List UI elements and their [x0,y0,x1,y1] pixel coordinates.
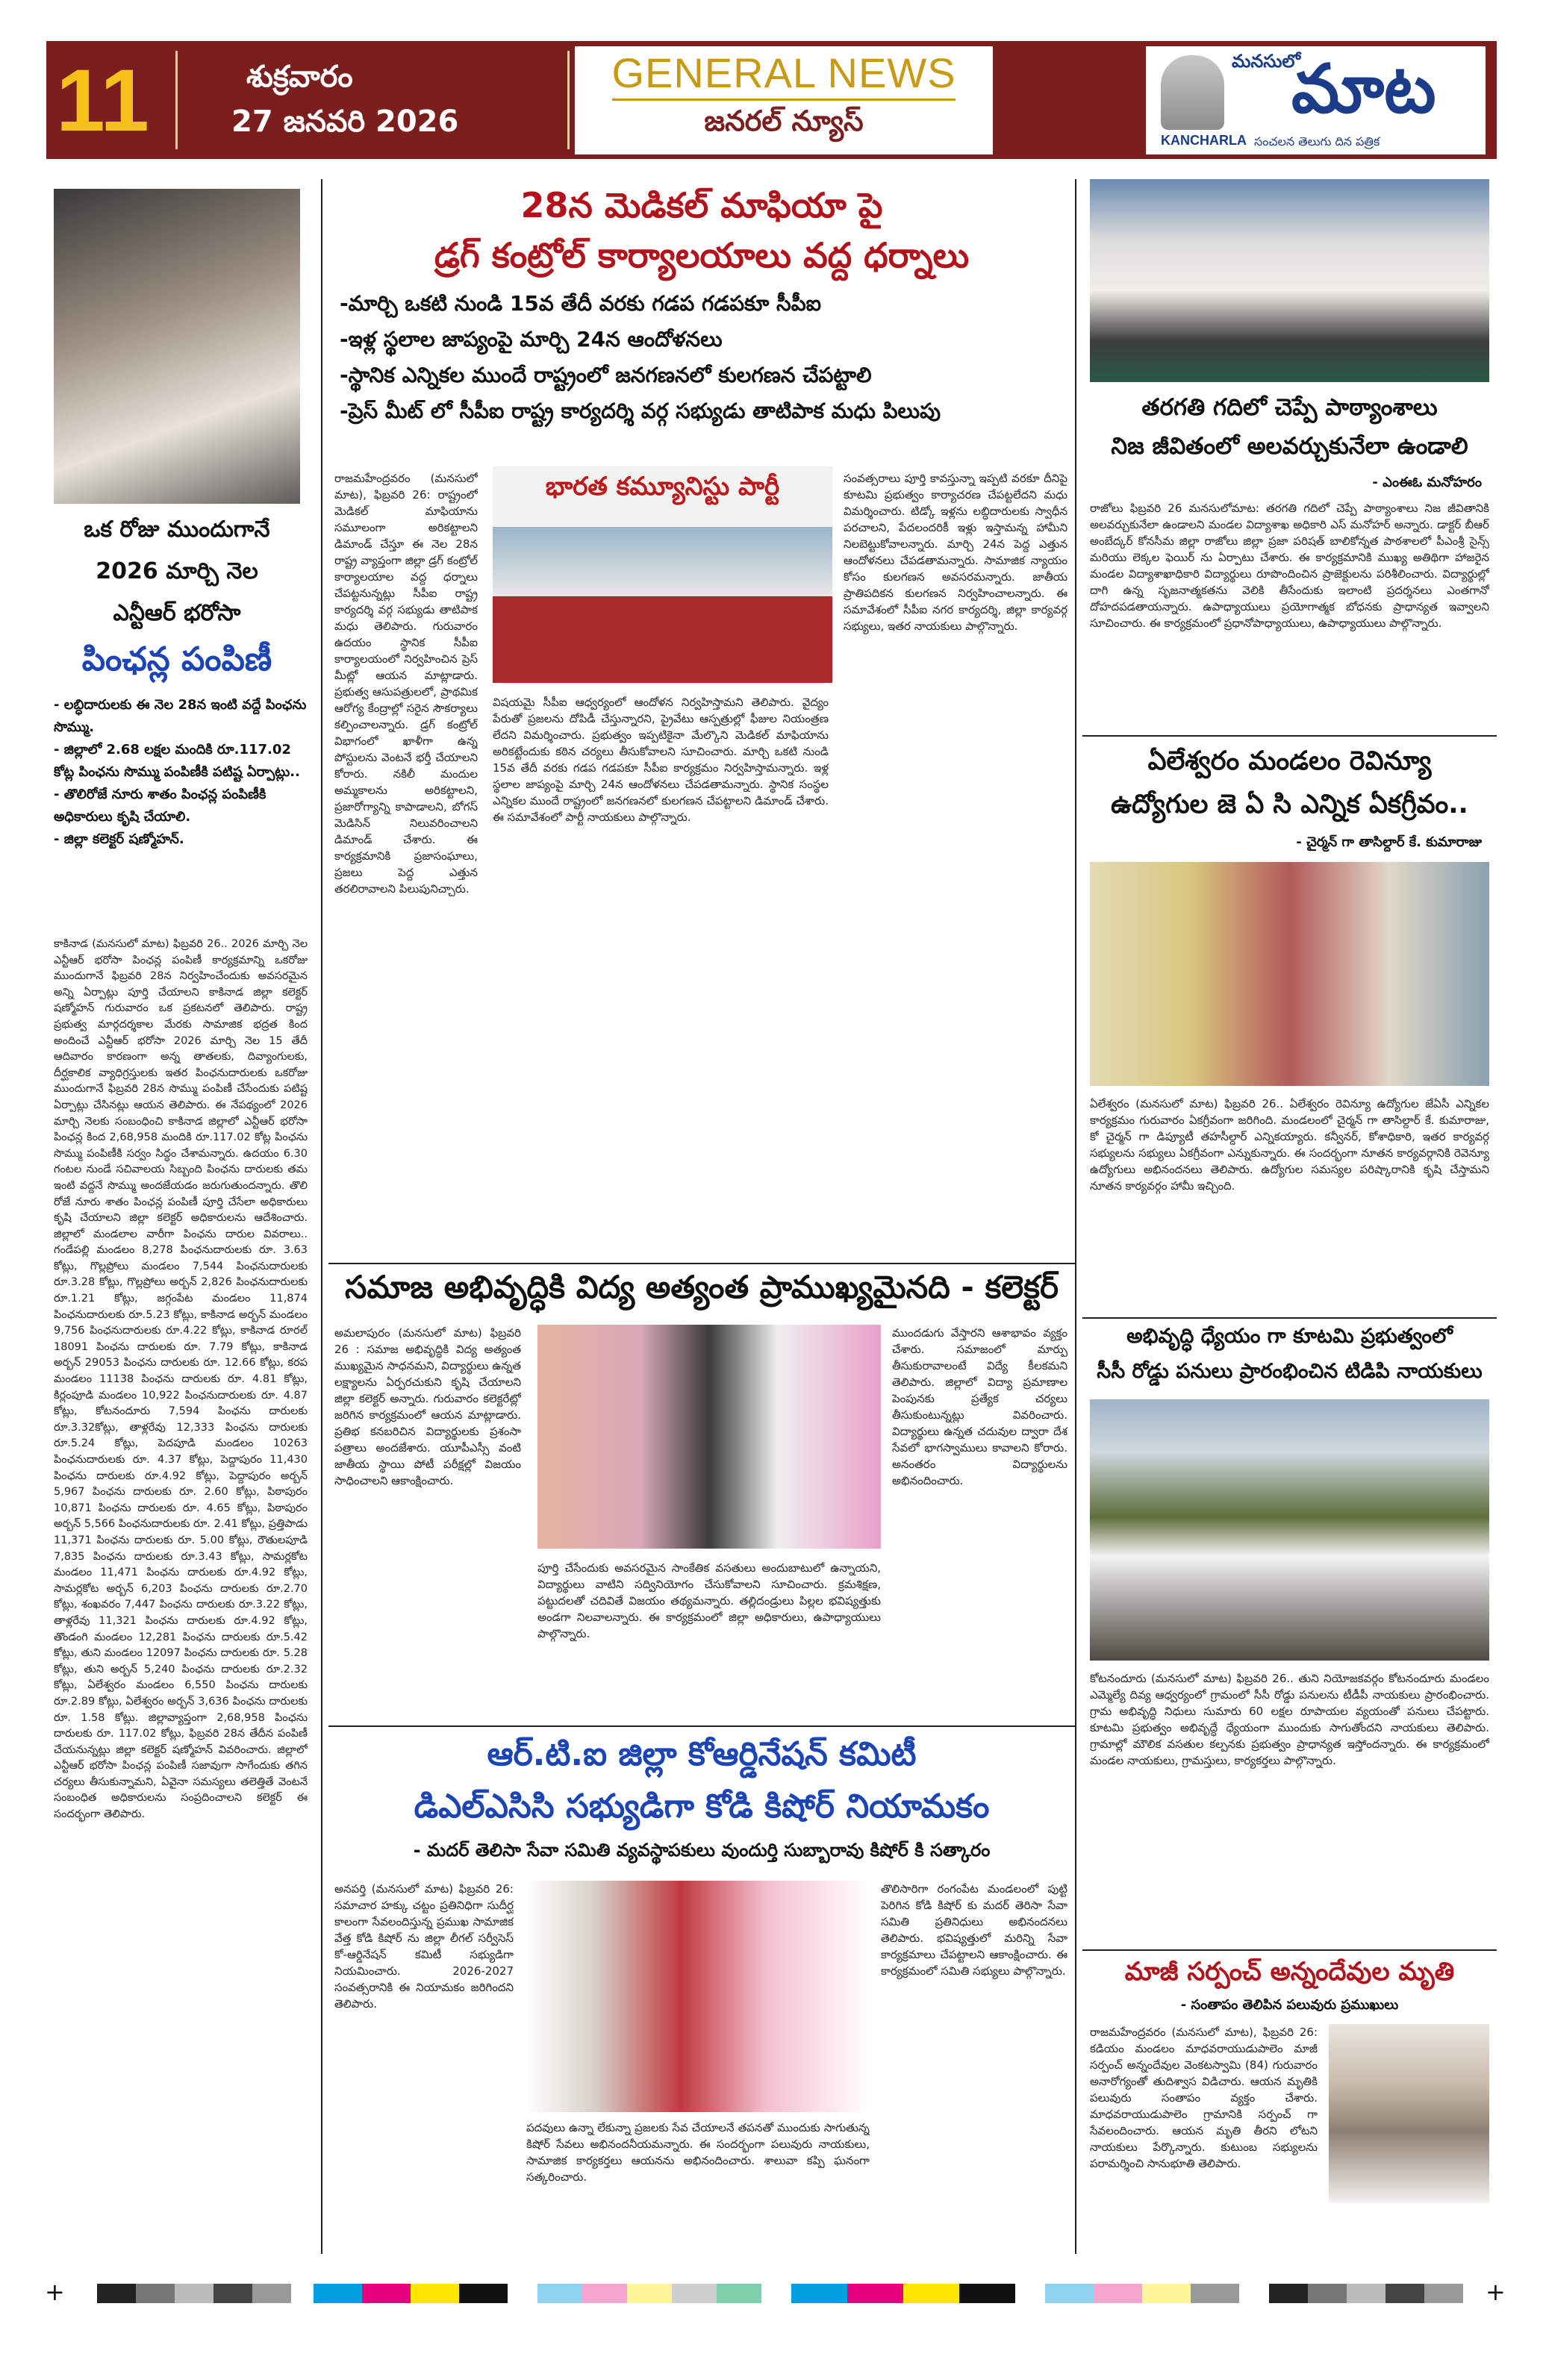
color-bar [791,2284,1015,2303]
rti-felicitation-photo [526,1881,870,2112]
road-headline-2: సీసీ రోడ్డు పనులు ప్రారంభించిన టిడిపి నాయకులు [1097,1360,1483,1383]
class-body: రాజోలు ఫిబ్రవరి 26 మనసులోమాట: తరగతి గదిలో చెప్పే పాఠ్యాంశాలు నిజ జీవితానికి అలవర్చుకునేలా ఉండాలని మండల విద్యాశాఖ అధికారి ఎస్ మనోహర్ అన్నారు. డాక్టర్ బీఆర్ అంబేద్కర్ కోనసీమ జిల్లా రాజోలు జిల్లా ప్రజా పరిషత్ బాలికోన్నత పాఠశాలలో పీఎంశ్రీ సైన్స్ మరియు లెక్కల ఫెయిర్ ను ఏర్పాటు చేశారు. ఈ కార్యక్రమానికి ముఖ్య అతిథిగా హాజరైన మండల విద్యాశాఖాధికారి విద్యార్థులు రూపొందించిన ప్రాజెక్టులను పరిశీలించారు. విద్యార్థుల్లో దాగి ఉన్న సృజనాత్మకతను వెలికి తీసేందుకు ఇలాంటి ప్రదర్శనలు ఎంతగానో దోహదపడతాయన్నారు. ఉపాధ్యాయులు ప్రయోగాత్మక బోధనకు ప్రాధాన్యత ఇవ్వాలని సూచించారు. ఈ కార్యక్రమంలో ప్రధానోపాధ్యాయులు, ఉపాధ్యాయులు పాల్గొన్నారు. [1090,502,1489,630]
pension-point: - జిల్లా కలెక్టర్ షణ్మోహన్. [54,831,184,847]
obit-headline: మాజీ సర్పంచ్ అన్నందేవుల మృతి [1124,1957,1455,1987]
class-byline: - ఎంఈఓ మనోహరం [1372,475,1482,490]
section-underline [612,99,956,101]
registration-mark: + [45,2278,65,2306]
cpi-points [340,291,1056,428]
road-body: కోటనందూరు (మనసులో మాట) ఫిబ్రవరి 26.. తుని నియోజకవర్గం కోటనందూరు మండలం ఎమ్మెల్యే దివ్య ఆధ్వర్యంలో గ్రామంలో సీసీ రోడ్డు పనులను టీడీపీ నాయకులు ప్రారంభించారు. గ్రామ అభివృద్ధి నిధులు సుమారు 60 లక్షల రూపాయల వ్యయంతో పనులు చేపట్టారు. కూటమి ప్రభుత్వం అభివృద్ధే ధ్యేయంగా ముందుకు సాగుతోందని నాయకులు తెలిపారు. గ్రామాల్లో మౌలిక వసతుల కల్పనకు ప్రభుత్వం ప్రాధాన్యత ఇస్తోందన్నారు. ఈ కార్యక్రమంలో మండల నాయకులు, గ్రామస్తులు, కార్యకర్తలు పాల్గొన్నారు. [1090,1672,1489,1767]
section-rule [328,1263,1075,1264]
obit-body: రాజమహేంద్రవరం (మనసులో మాట), ఫిబ్రవరి 26: కడియం మండలం మాధవరాయుడుపాలెం మాజీ సర్పంచ్ అన్నందేవుల వెంకటస్వామి (84) గురువారం అనారోగ్యంతో తుదిశ్వాస విడిచారు. ఆయన మృతికి పలువురు సంతాపం వ్యక్తం చేశారు. మాధవరాయుడుపాలెం గ్రామానికి సర్పంచ్ గా సేవలందించారు. ఆయన మృతి తీరని లోటని నాయకులు పేర్కొన్నారు. కుటుంబ సభ్యులను పరామర్శించి సానుభూతి తెలిపారు. [1090,2026,1318,2170]
tint-bar [537,2284,761,2303]
logo-small-text: మనసులో [1232,51,1301,72]
collector-headline: సమాజ అభివృద్ధికి విద్య అత్యంత ప్రాముఖ్యమైనది - కలెక్టర్ [345,1269,1059,1305]
revenue-body: ఏలేశ్వరం (మనసులో మాట) ఫిబ్రవరి 26.. ఏలేశ్వరం రెవిన్యూ ఉద్యోగుల జేఏసీ ఎన్నికల కార్యక్రమం గురువారం ఏకగ్రీవంగా జరిగింది. మండలంలో చైర్మన్ గా తాసిల్దార్ కే. కుమారాజు, కో చైర్మన్ గా డిప్యూటీ తహసీల్దార్ ఎన్నికయ్యారు. కన్వీనర్, కోశాధికారి, ఇతర కార్యవర్గ సభ్యులను సభ్యులు ఏకగ్రీవంగా ఎన్నుకున్నారు. ఈ సందర్భంగా నూతన కార్యవర్గానికి రెవెన్యూ ఉద్యోగులు అభినందనలు తెలిపారు. ఉద్యోగుల సమస్యల పరిష్కారానికి కృషి చేస్తామని నూతన కార్యవర్గం హామీ ఇచ్చింది. [1090,1097,1489,1193]
logo-brand: KANCHARLA [1161,133,1247,148]
logo-tagline: సంచలన తెలుగు దిన పత్రిక [1254,134,1380,149]
collector-body-col1: అమలాపురం (మనసులో మాట) ఫిబ్రవరి 26 : సమాజ అభివృద్ధికి విద్య అత్యంత ముఖ్యమైన సాధనమని, విద్యార్థులు ఉన్నత లక్ష్యాలను ఏర్పరచుకుని కృషి చేయాలని జిల్లా కలెక్టర్ అన్నారు. గురువారం కలెక్టరేట్లో జరిగిన కార్యక్రమంలో ఆయన మాట్లాడారు. ప్రతిభ కనబరిచిన విద్యార్థులకు ప్రశంసా పత్రాలు అందజేశారు. యూపీఎస్సీ వంటి జాతీయ స్థాయి పోటీ పరీక్షల్లో విజయం సాధించాలని ఆకాంక్షించారు. [334,1326,521,1487]
pension-title-1: ఒక రోజు ముందుగానే [84,516,270,543]
section-rule [1082,735,1497,737]
section-rule [328,1725,1075,1727]
revenue-jac-photo [1090,862,1489,1086]
issue-day: శుక్రవారం [246,60,353,94]
cpi-headline-1: 28న మెడికల్ మాఫియా పై [520,185,883,225]
rti-headline-2: డిఎల్ఎసిసి సభ్యుడిగా కోడి కిషోర్ నియామకం [414,1787,990,1825]
class-headline-2: నిజ జీవితంలో అలవర్చుకునేలా ఉండాలి [1111,433,1468,460]
rti-subhead: - మదర్ తెలిసా సేవా సమితి వ్యవస్థాపకులు వుందుర్తి సుబ్బారావు కిషోర్ కి సత్కారం [413,1840,991,1861]
pension-body: కాకినాడ (మనసులో మాట) ఫిబ్రవరి 26.. 2026 మార్చి నెల ఎన్టీఆర్ భరోసా పింఛన్ల పంపిణీ కార్యక్రమాన్ని ఒకరోజు ముందుగానే ఫిబ్రవరి 28న నిర్వహించేందుకు అవసరమైన అన్ని ఏర్పాట్లు పూర్తి చేయాలని కాకినాడ జిల్లా కలెక్టర్ షణ్మోహన్ గురువారం ఒక ప్రకటనలో తెలిపారు. రాష్ట్ర ప్రభుత్వ మార్గదర్శకాల మేరకు సామాజిక భద్రత కింద అందించే ఎన్టీఆర్ భరోసా 2026 మార్చి నెల 15 తేదీ ఆదివారం కారణంగా అన్న తాతలకు, దివ్యాంగులకు, దీర్ఘకాలిక వ్యాధిగ్రస్తులకు ఇతర పింఛనుదారులకు ఒకరోజు ముందుగానే ఫిబ్రవరి 28న సొమ్ము పంపిణీ చేసేందుకు పటిష్ట ఏర్పాట్లు చేసినట్లు ఆయన తెలిపారు. ఈ నేపథ్యంలో 2026 మార్చి నెలకు సంబంధించి కాకినాడ జిల్లాలో ఎన్టీఆర్ భరోసా పింఛన్ల కింద 2,68,958 మందికి రూ.117.02 కోట్ల పింఛను సొమ్ము పంపిణీకి సర్వం సిద్ధం చేశామన్నారు. ఉదయం 6.30 గంటల నుండే సచివాలయ సిబ్బంది పింఛను దారులకు తమ ఇంటి వద్దనే సొమ్ము అందజేయడం జరుగుతుందన్నారు. తొలి రోజే నూరు శాతం పింఛన్ల పంపిణీ పూర్తి చేసేలా అధికారులు కృషి చేయాలని జిల్లా కలెక్టర్ అధికారులను ఆదేశించారు. జిల్లాలో మండలాల వారీగా పింఛను దారుల వివరాలు.. గండేపల్లి మండలం 8,278 పింఛనుదారులకు రూ. 3.63 కోట్లు, గొల్లప్రోలు మండలం 7,544 పింఛనుదారులకు రూ.3.28 కోట్లు, గొల్లప్రోలు అర్బన్ 2,826 పింఛనుదారులకు రూ.1.21 కోట్లు, జగ్గంపేట మండలం 11,874 పింఛనుదారులకు రూ.5.23 కోట్లు, కాకినాడ అర్బన్ మండలం 9,756 పింఛనుదారులకు రూ.4.22 కోట్లు, కాకినాడ రూరల్ 18091 పింఛను దారులకు రూ. 7.79 కోట్లు, కాకినాడ అర్బన్ 29053 పింఛను దారులకు రూ. 12.66 కోట్లు, కరప మండలం 11138 పింఛను దారులకు రూ. 4.81 కోట్లు, కిర్లంపూడి మండలం 10,922 పింఛనుదారులకు రూ. 4.87 కోట్లు, కోటనందూరు 7,594 పింఛను దారులకు రూ.3.32కోట్లు, తాళ్లరేవు 12,333 పింఛను దారులకు రూ.5.24 కోట్లు, పెదపూడి మండలం 10263 పింఛనుదారులకు రూ. 4.37 కోట్లు, పెద్దాపురం 11,430 పింఛను దారులకు రూ.4.92 కోట్లు, పెద్దాపురం అర్బన్ 5,967 పింఛను దారులకు రూ. 2.60 కోట్లు, పిఠాపురం 10,871 పింఛను దారులకు రూ. 4.65 కోట్లు, పిఠాపురం అర్బన్ 5,566 పింఛనుదారులకు రూ. 2.41 కోట్లు, ప్రత్తిపాడు 11,371 పింఛను దారులకు రూ. 5.00 కోట్లు, రౌతులపూడి 7,835 పింఛను దారులకు రూ.3.43 కోట్లు, సామర్లకోట మండలం 11,471 పింఛను దారులకు రూ.4.92 కోట్లు, సామర్లకోట అర్బన్ 6,203 పింఛను దారులకు రూ.2.70 కోట్లు, శంఖవరం 7,447 పింఛను దారులకు రూ.3.22 కోట్లు, తాళ్లరేవు 11,321 పింఛను దారులకు రూ.4.92 కోట్లు, తొండంగి మండలం 12,281 పింఛను దారులకు రూ.5.42 కోట్లు, తుని మండలం 12097 పింఛను దారులకు రూ. 5.28 కోట్లు, తుని అర్బన్ 5,240 పింఛను దారులకు రూ.2.32 కోట్లు, ఏలేశ్వరం మండలం 6,550 పింఛను దారులకు రూ.2.89 కోట్లు, ఏలేశ్వరం అర్బన్ 3,636 పింఛను దారులకు రూ. 1.58 కోట్లు. జిల్లావ్యాప్తంగా 2,68,958 పింఛను దారులకు రూ. 117.02 కోట్లు, ఫిబ్రవరి 28న తేదీన పంపిణీ చేయనున్నట్లు జిల్లా కలెక్టర్ షణ్మోహన్ వివరించారు. జిల్లాలో ఎన్టీఆర్ భరోసా పింఛన్ల పంపిణీ సజావుగా సాగేందుకు తగిన చర్యలు తీసుకున్నామని, ఏవైనా సమస్యలు తలెత్తితే వెంటనే సంబంధిత అధికారులను సంప్రదించాలని కలెక్టర్ ఈ సందర్భంగా తెలిపారు. [54,938,308,1821]
cpi-body-col1: రాజమహేంద్రవరం (మనసులో మాట), ఫిబ్రవరి 26: రాష్ట్రంలో మెడికల్ మాఫియాను సమూలంగా అరికట్టాలని డిమాండ్ చేస్తూ ఈ నెల 28న రాష్ట్ర వ్యాప్తంగా జిల్లా డ్రగ్ కంట్రోల్ కార్యాలయాల వద్ద ధర్నాలు చేపట్టనున్నట్లు సీపీఐ రాష్ట్ర కార్యదర్శి వర్గ సభ్యుడు తాటిపాక మధు తెలిపారు. గురువారం ఉదయం స్థానిక సీపీఐ కార్యాలయంలో నిర్వహించిన ప్రెస్ మీట్లో ఆయన మాట్లాడారు. ప్రభుత్వ ఆసుపత్రులలో, ప్రాథమిక ఆరోగ్య కేంద్రాల్లో సరైన సౌకర్యాలు కల్పించాలన్నారు. డ్రగ్ కంట్రోల్ విభాగంలో ఖాళీగా ఉన్న పోస్టులను వెంటనే భర్తీ చేయాలని కోరారు. నకిలీ మందుల అమ్మకాలను అరికట్టాలని, ప్రజారోగ్యాన్ని కాపాడాలని, బోగస్ మెడిసిన్ నిలువరించాలని డిమాండ్ చేశారు. ఈ కార్యక్రమానికి ప్రజాసంఘాలు, ప్రజలు పెద్ద ఎత్తున తరలిరావాలని పిలుపునిచ్చారు. [334,472,478,896]
pension-point: - జిల్లాలో 2.68 లక్షల మందికి రూ.117.02 కోట్ల పింఛను సొమ్ము పంపిణీకి పటిష్ట ఏర్పాట్లు.. [54,742,300,780]
collector-body-col2: పూర్తి చేసేందుకు అవసరమైన సాంకేతిక వసతులు అందుబాటులో ఉన్నాయని, విద్యార్థులు వాటిని సద్వినియోగం చేసుకోవాలని సూచించారు. క్రమశిక్షణ, పట్టుదలతో చదివితే విజయం తథ్యమన్నారు. తల్లిదండ్రులు పిల్లల భవిష్యత్తుకు అండగా నిలవాలన్నారు. ఈ కార్యక్రమంలో జిల్లా అధికారులు, ఉపాధ్యాయులు పాల్గొన్నారు. [537,1561,881,1640]
cpi-point: -స్థానిక ఎన్నికల ముందే రాష్ట్రంలో జనగణనలో కులగణన చేపట్టాలి [340,363,872,387]
page-number: 11 [56,51,149,150]
obit-subhead: - సంతాపం తెలిపిన పలువురు ప్రముఖులు [1180,1997,1399,2013]
cpi-body-col2: విషయమై సీపీఐ ఆధ్వర్యంలో ఆందోళన నిర్వహిస్తామని తెలిపారు. వైద్యం పేరుతో ప్రజలను దోపిడీ చేస్తున్నారని, ప్రైవేటు ఆస్పత్రుల్లో ఫీజుల నియంత్రణ లేదని విమర్శించారు. ప్రభుత్వం ఇప్పటికైనా మేల్కొని మెడికల్ మాఫియాను అరికట్టేందుకు కఠిన చర్యలు తీసుకోవాలని సూచించారు. మార్చి ఒకటి నుండి 15వ తేదీ వరకు గడప గడపకూ సీపీఐ కార్యక్రమం నిర్వహిస్తామన్నారు. ఇళ్ల స్థలాల జాప్యంపై మార్చి 24న ఆందోళనలు చేపడతామన్నారు. స్థానిక సంస్థల ఎన్నికల ముందే రాష్ట్రంలో జనగణనలో కులగణన చేపట్టాలని డిమాండ్ చేశారు. ఈ సమావేశంలో పార్టీ నాయకులు పాల్గొన్నారు. [493,696,829,824]
revenue-byline: - చైర్మన్ గా తాసిల్దార్ కే. కుమారాజు [1296,834,1482,850]
cpi-body-col3: సంవత్సరాలు పూర్తి కావస్తున్నా ఇప్పటి వరకూ దీనిపై కూటమి ప్రభుత్వం కార్యాచరణ చేపట్టలేదని మధు విమర్శించారు. టిడ్కో ఇళ్లను లబ్ధిదారులకు స్వాధీన పరచాలని, పేదలందరికీ ఇళ్లు ఇస్తామన్న హామీని నిలబెట్టుకోవాలన్నారు. మార్చి 24న పెద్ద ఎత్తున ఆందోళనలు చేపడతామన్నారు. సామాజిక న్యాయం కోసం కులగణన అవసరమన్నారు. జాతీయ ప్రాతిపదికన కులగణన నిర్వహించాలన్నారు. ఈ సమావేశంలో సీపీఐ నగర కార్యదర్శి, జిల్లా కార్యవర్గ సభ్యులు, ఇతర నాయకులు పాల్గొన్నారు. [844,472,1067,633]
section-rule [1082,1949,1497,1951]
logo-wordmark: మాట [1291,50,1436,128]
rti-body-col3: తొలిసారిగా రంగంపేట మండలంలో పుట్టి పెరిగిన కోడి కిషోర్ కు మదర్ తెరిసా సేవా సమితి ప్రతినిధులు అభినందనలు తెలిపారు. భవిష్యత్తులో మరిన్ని సేవా కార్యక్రమాలు చేపట్టాలని ఆకాంక్షించారు. ఈ కార్యక్రమంలో సమితి సభ్యులు పాల్గొన్నారు. [881,1882,1067,1978]
column-rule [321,179,322,2254]
founder-portrait [1161,55,1224,130]
cpi-point: -ప్రెస్ మీట్ లో సీపీఐ రాష్ట్ర కార్యదర్శి వర్గ సభ్యుడు తాటిపాక మధు పిలుపు [340,399,941,423]
cpi-point: -మార్చి ఒకటి నుండి 15వ తేదీ వరకు గడప గడపకూ సీపీఐ [340,291,821,316]
rti-body-col1: అనపర్తి (మనసులో మాట) ఫిబ్రవరి 26: సమాచార హక్కు చట్టం ప్రతినిధిగా సుదీర్ఘ కాలంగా సేవలందిస్తున్న ప్రముఖ సామాజిక వేత్త కోడి కిషోర్ ను జిల్లా లీగల్ సర్వీసెస్ కో-ఆర్డినేషన్ కమిటీ సభ్యుడిగా నియమించారు. 2026-2027 సంవత్సరానికి ఈ నియామకం జరిగిందని తెలిపారు. [334,1882,514,2011]
cpi-point: -ఇళ్ల స్థలాల జాప్యంపై మార్చి 24న ఆందోళనలు [340,327,723,352]
divider [175,51,178,149]
pension-title-3: ఎన్టీఆర్ భరోసా [113,600,241,626]
obit-portrait [1329,2024,1489,2203]
grayscale-bar [97,2284,291,2303]
collector-event-photo [537,1325,881,1549]
revenue-headline-1: ఏలేశ్వరం మండలం రెవిన్యూ [1147,746,1432,776]
grayscale-bar [1269,2284,1463,2303]
color-bar [314,2284,508,2303]
collector-body-col3: ముందడుగు వేస్తారని ఆశాభావం వ్యక్తం చేశారు. సమాజంలో మార్పు తీసుకురావాలంటే విద్యే కీలకమని తెలిపారు. జిల్లాలో విద్యా ప్రమాణాల పెంపునకు ప్రత్యేక చర్యలు తీసుకుంటున్నట్లు వివరించారు. విద్యార్థులు ఉన్నత చదువుల ద్వారా దేశ సేవలో భాగస్వాములు కావాలని కోరారు. అనంతరం విద్యార్థులను అభినందించారు. [892,1326,1067,1487]
classroom-photo [1090,179,1489,382]
divider [567,51,570,149]
tint-bar [1045,2284,1239,2303]
pension-point: - తొలిరోజే నూరు శాతం పింఛన్ల పంపిణీకి అధికారులు కృషి చేయాలి. [54,787,266,825]
class-headline-1: తరగతి గదిలో చెప్పే పాఠ్యాంశాలు [1141,394,1438,421]
pension-point: - లబ్ధిదారులకు ఈ నెల 28న ఇంటి వద్దే పింఛను సొమ్ము. [54,697,307,735]
cpi-headline-2: డ్రగ్ కంట్రోల్ కార్యాలయాలు వద్ద ధర్నాలు [434,235,970,275]
issue-date: 27 జనవరి 2026 [231,104,459,139]
column-rule [1075,179,1076,2254]
section-title-en: GENERAL NEWS [611,49,956,96]
road-headline-1: అభివృద్ధి ధ్యేయం గా కూటమి ప్రభుత్వంలో [1126,1325,1453,1348]
rti-headline-1: ఆర్.టి.ఐ జిల్లా కోఆర్డినేషన్ కమిటీ [487,1735,917,1773]
pension-title-4: పింఛన్ల పంపిణీ [81,640,272,678]
registration-mark: + [1486,2278,1506,2306]
revenue-headline-2: ఉద్యోగుల జె ఏ సి ఎన్నిక ఏకగ్రీవం.. [1111,790,1468,819]
section-title-te: జనరల్ న్యూస్ [704,104,864,137]
rti-body-col2: పదవులు ఉన్నా లేకున్నా ప్రజలకు సేవ చేయాలనే తపనతో ముందుకు సాగుతున్న కిషోర్ సేవలు అభినందనీయమన్నారు. ఈ సందర్భంగా పలువురు నాయకులు, సామాజిక కార్యకర్తలు ఆయనను అభినందించారు. శాలువా కప్పి ఘనంగా సత్కరించారు. [526,2121,870,2184]
pension-title-2: 2026 మార్చి నెల [96,558,258,584]
section-rule [1082,1317,1497,1319]
collector-photo [54,189,300,504]
cpi-banner: భారత కమ్యూనిస్టు పార్టీ [545,472,780,502]
road-works-photo [1090,1399,1489,1661]
pension-points [54,694,308,851]
